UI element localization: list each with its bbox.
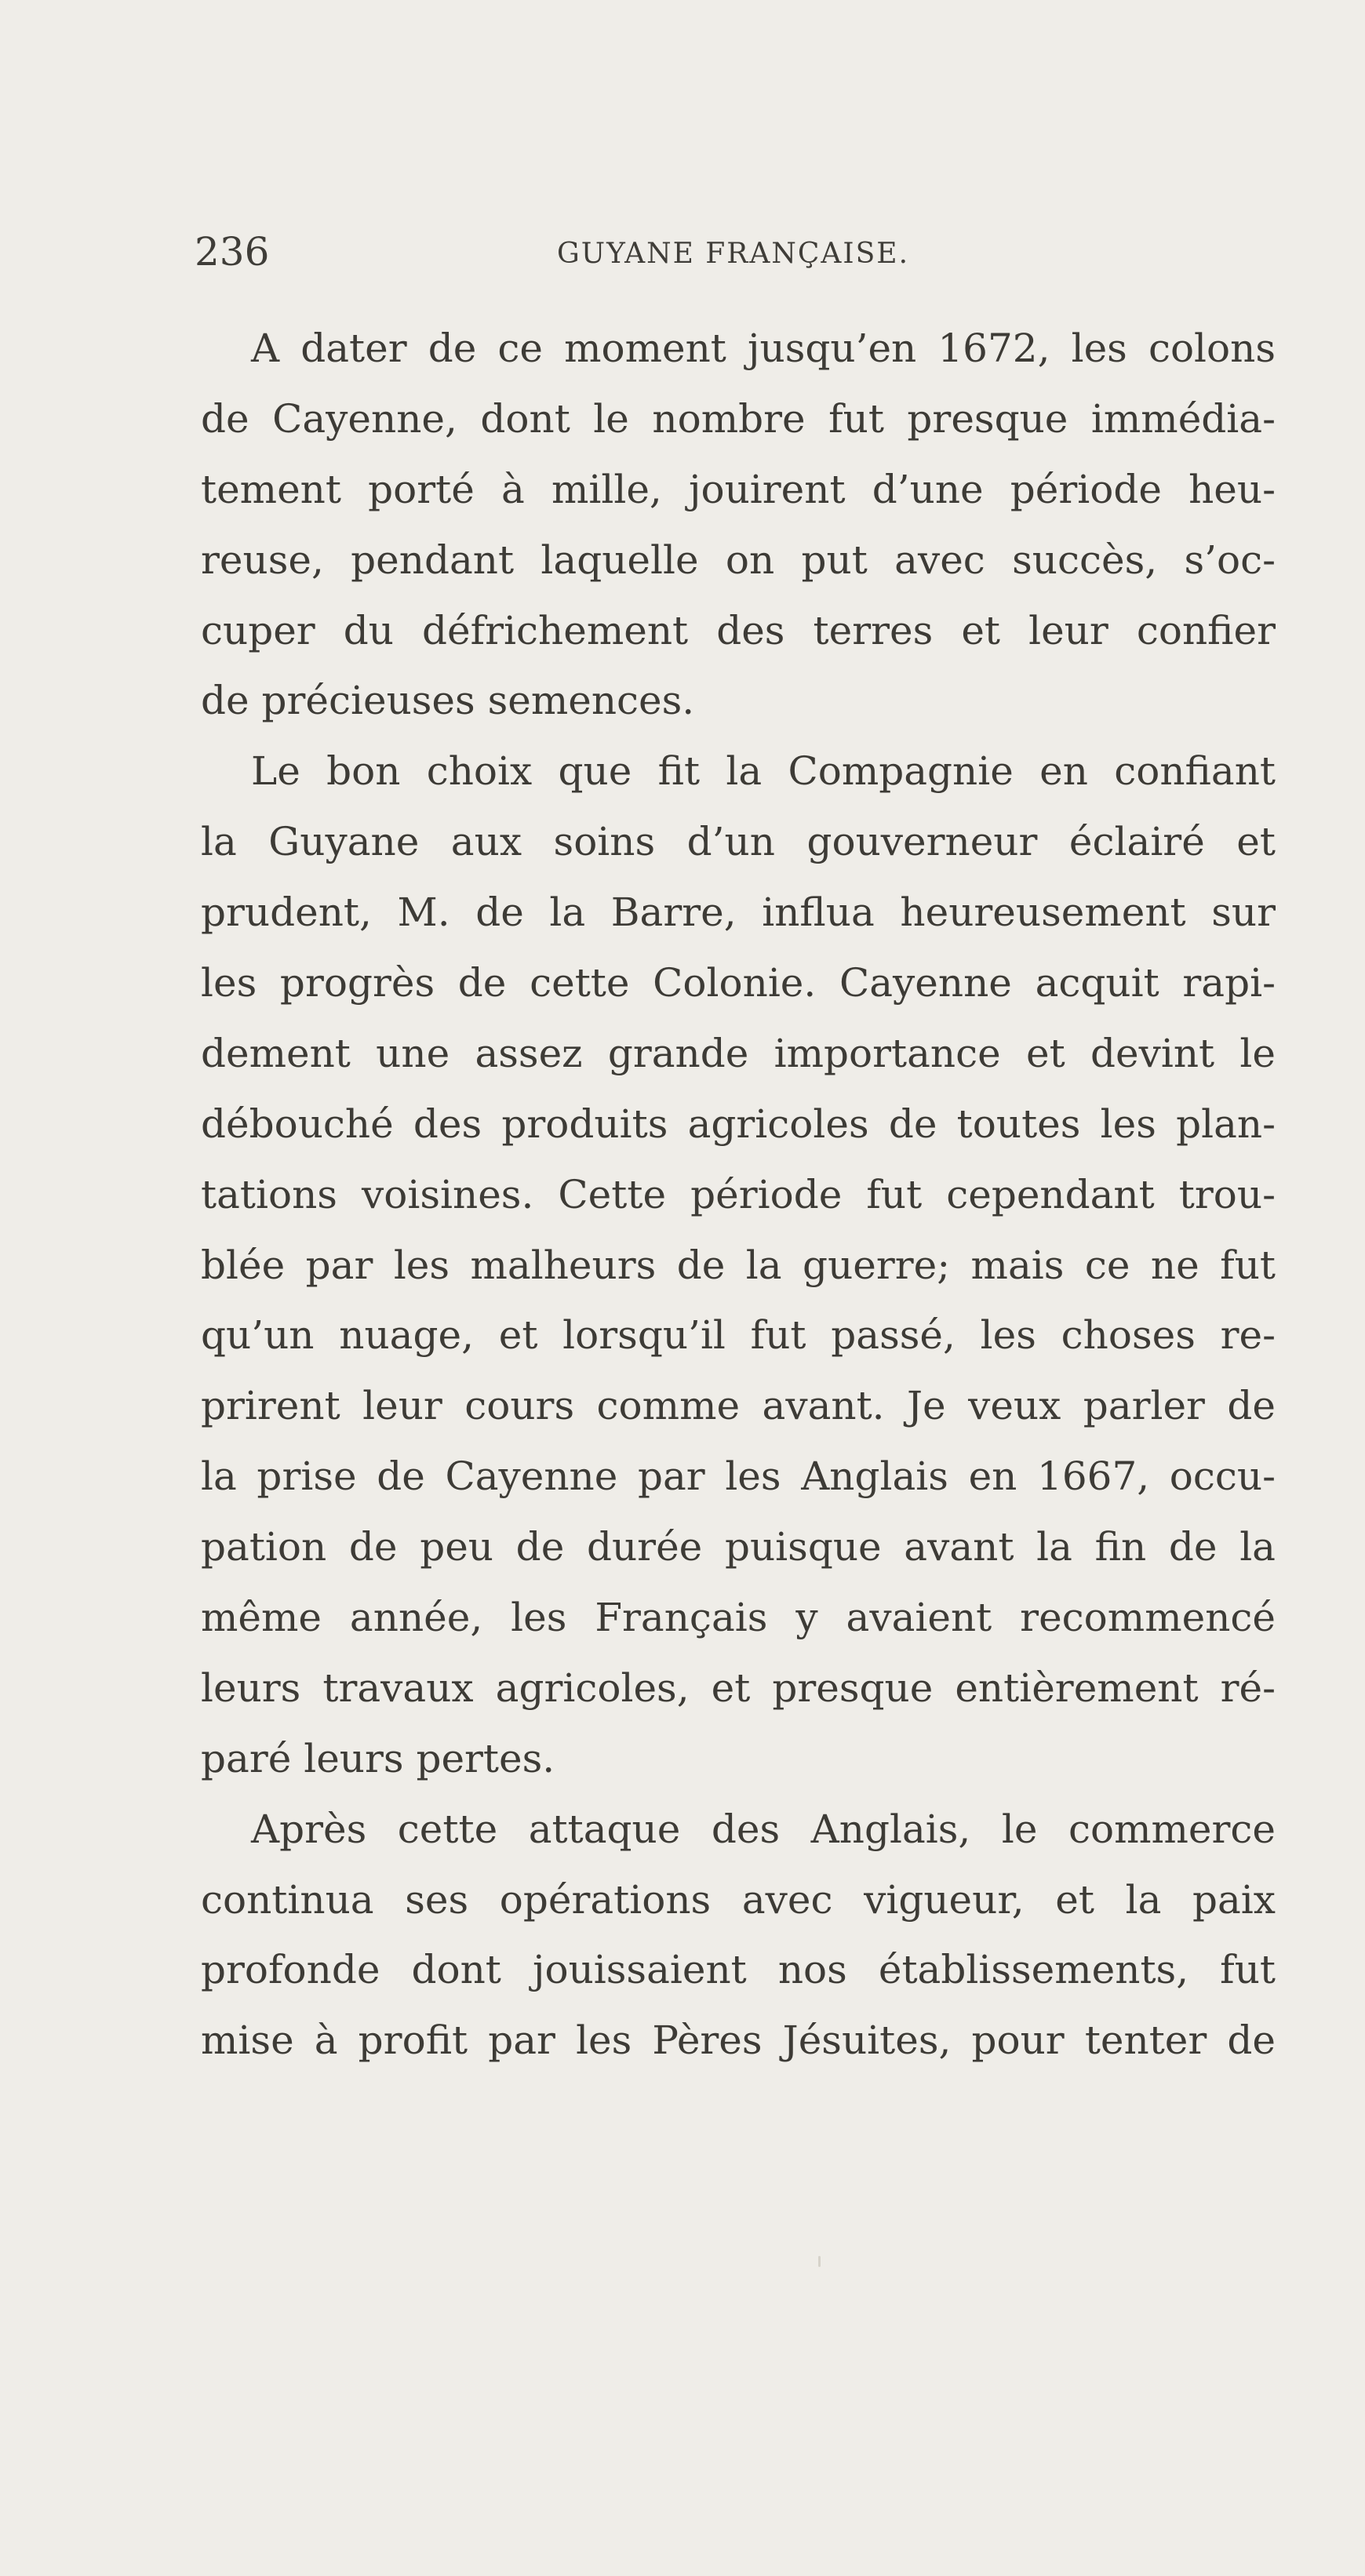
text-line: dement une assez grande importance et devint le: [201, 1030, 1276, 1076]
text-line: tations voisines. Cette période fut cependant trou-: [201, 1171, 1276, 1217]
text-line: leurs travaux agricoles, et presque entièrement ré-: [201, 1665, 1276, 1711]
text-line: continua ses opérations avec vigueur, et la paix: [201, 1876, 1276, 1923]
body-text: [201, 314, 1276, 2076]
paragraph: [201, 1795, 1276, 2077]
text-line: reuse, pendant laquelle on put avec succès, s’oc-: [201, 537, 1276, 583]
paper-fleck: [818, 2256, 821, 2267]
text-line: pation de peu de durée puisque avant la fin de la: [201, 1524, 1276, 1570]
text-line: cuper du défrichement des terres et leur confier: [201, 607, 1276, 653]
page-header: [0, 0, 1365, 314]
text-line: Le bon choix que fit la Compagnie en confiant: [251, 748, 1276, 795]
text-line: même année, les Français y avaient recommencé: [201, 1595, 1276, 1641]
text-line: tement porté à mille, jouirent d’une période heu-: [201, 466, 1276, 512]
text-line: paré leurs pertes.: [201, 1735, 555, 1781]
text-line: prudent, M. de la Barre, influa heureusement sur: [201, 890, 1276, 936]
text-line: la prise de Cayenne par les Anglais en 1667, occu-: [201, 1454, 1276, 1500]
text-line: Après cette attaque des Anglais, le commerce: [251, 1806, 1276, 1852]
paragraph: [201, 737, 1276, 1794]
text-line: de Cayenne, dont le nombre fut presque immédia-: [201, 395, 1276, 442]
text-line: blée par les malheurs de la guerre; mais ce ne fut: [201, 1242, 1276, 1288]
text-line: prirent leur cours comme avant. Je veux parler de: [201, 1383, 1276, 1429]
text-line: les progrès de cette Colonie. Cayenne acquit rapi-: [201, 960, 1276, 1006]
paragraph: [201, 314, 1276, 737]
text-line: profonde dont jouissaient nos établissements, fut: [201, 1947, 1276, 1993]
text-line: débouché des produits agricoles de toutes les plan-: [201, 1101, 1276, 1147]
text-line: la Guyane aux soins d’un gouverneur éclairé et: [201, 819, 1276, 865]
running-title: GUYANE FRANÇAISE.: [557, 238, 910, 270]
text-line: de précieuses semences.: [201, 678, 695, 724]
page-number: 236: [195, 229, 270, 275]
text-line: mise à profit par les Pères Jésuites, pour tenter de: [201, 2018, 1276, 2064]
text-line: qu’un nuage, et lorsqu’il fut passé, les choses re-: [201, 1312, 1276, 1359]
text-line: A dater de ce moment jusqu’en 1672, les colons: [251, 326, 1276, 371]
